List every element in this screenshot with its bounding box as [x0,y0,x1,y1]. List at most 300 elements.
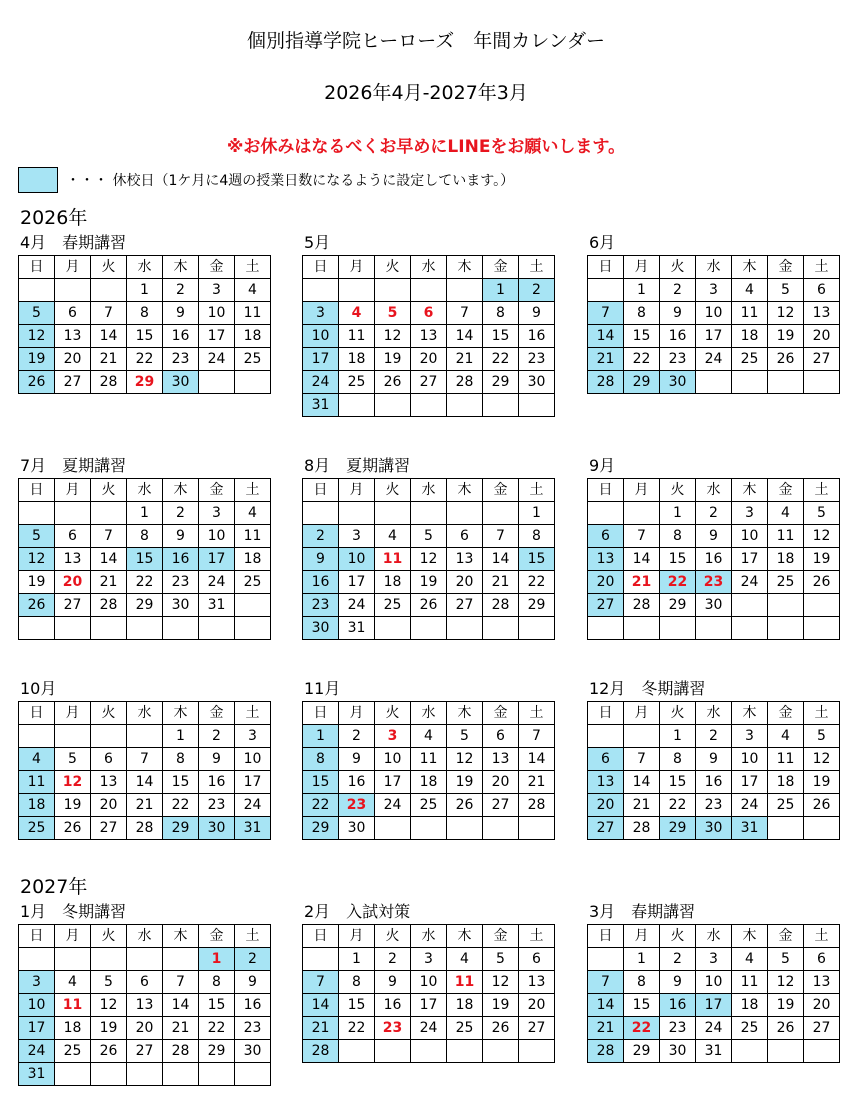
weekday-header: 月 [55,479,91,502]
week-row [588,302,840,325]
weekday-header: 水 [411,925,447,948]
day-cell: 8 [624,971,660,994]
day-cell: 4 [768,725,804,748]
month-table [587,701,840,840]
day-cell: 22 [303,794,339,817]
week-row [588,771,840,794]
month-label: 10月 [20,679,57,698]
weekday-header: 土 [804,925,840,948]
day-cell: 20 [55,571,91,594]
day-cell: 21 [519,771,555,794]
day-cell: 7 [519,725,555,748]
day-cell: 8 [483,302,519,325]
day-cell: 30 [199,817,235,840]
day-cell: 18 [447,994,483,1017]
empty-cell [235,371,271,394]
week-row [19,817,271,840]
day-cell: 20 [804,994,840,1017]
day-cell: 4 [732,948,768,971]
empty-cell [55,725,91,748]
empty-cell [91,279,127,302]
day-cell: 14 [163,994,199,1017]
day-cell: 27 [55,594,91,617]
month-label: 5月 [304,233,331,252]
week-row [588,325,840,348]
empty-cell [447,279,483,302]
day-cell: 3 [732,502,768,525]
empty-cell [411,1040,447,1063]
day-cell: 15 [519,548,555,571]
month-label: 1月 冬期講習 [20,902,127,921]
weekday-header-row [303,479,555,502]
empty-cell [19,948,55,971]
weekday-header: 月 [339,479,375,502]
empty-cell [483,817,519,840]
day-cell: 17 [732,771,768,794]
day-cell: 22 [163,794,199,817]
day-cell: 10 [199,302,235,325]
day-cell: 28 [163,1040,199,1063]
day-cell: 2 [235,948,271,971]
day-cell: 16 [199,771,235,794]
day-cell: 21 [624,571,660,594]
week-row [19,279,271,302]
day-cell: 15 [483,325,519,348]
day-cell: 26 [768,1017,804,1040]
empty-cell [19,725,55,748]
day-cell: 3 [199,279,235,302]
day-cell: 19 [804,548,840,571]
day-cell: 8 [303,748,339,771]
day-cell: 13 [91,771,127,794]
week-row [303,325,555,348]
weekday-header: 日 [588,702,624,725]
day-cell: 5 [91,971,127,994]
day-cell: 5 [483,948,519,971]
weekday-header: 日 [588,479,624,502]
day-cell: 21 [624,794,660,817]
day-cell: 9 [235,971,271,994]
day-cell: 29 [127,594,163,617]
empty-cell [375,394,411,417]
day-cell: 18 [235,548,271,571]
day-cell: 12 [483,971,519,994]
day-cell: 27 [588,594,624,617]
day-cell: 13 [804,971,840,994]
day-cell: 20 [447,571,483,594]
empty-cell [339,394,375,417]
weekday-header: 火 [375,925,411,948]
day-cell: 11 [19,771,55,794]
week-row [303,994,555,1017]
weekday-header: 土 [235,256,271,279]
day-cell: 5 [804,502,840,525]
day-cell: 10 [696,971,732,994]
day-cell: 26 [19,371,55,394]
empty-cell [768,594,804,617]
weekday-header: 日 [19,479,55,502]
day-cell: 8 [163,748,199,771]
weekday-header-row [303,925,555,948]
month-table [587,924,840,1063]
empty-cell [411,502,447,525]
weekday-header: 金 [199,256,235,279]
weekday-header: 土 [519,702,555,725]
week-row [19,548,271,571]
week-row [303,771,555,794]
day-cell: 9 [660,302,696,325]
empty-cell [411,279,447,302]
week-row [303,1040,555,1063]
empty-cell [19,502,55,525]
day-cell: 14 [624,771,660,794]
day-cell: 2 [660,279,696,302]
weekday-header: 金 [483,925,519,948]
empty-cell [804,617,840,640]
day-cell: 17 [375,771,411,794]
empty-cell [55,502,91,525]
day-cell: 25 [55,1040,91,1063]
day-cell: 21 [447,348,483,371]
day-cell: 31 [696,1040,732,1063]
weekday-header: 木 [732,256,768,279]
day-cell: 10 [696,302,732,325]
day-cell: 19 [804,771,840,794]
empty-cell [375,502,411,525]
day-cell: 6 [588,525,624,548]
day-cell: 23 [375,1017,411,1040]
day-cell: 10 [732,525,768,548]
weekday-header: 金 [199,479,235,502]
day-cell: 21 [163,1017,199,1040]
weekday-header: 月 [55,925,91,948]
day-cell: 12 [804,525,840,548]
empty-cell [55,1063,91,1086]
day-cell: 8 [339,971,375,994]
day-cell: 8 [624,302,660,325]
week-row [19,748,271,771]
week-row [588,948,840,971]
week-row [19,302,271,325]
day-cell: 6 [588,748,624,771]
day-cell: 28 [519,794,555,817]
day-cell: 7 [483,525,519,548]
day-cell: 27 [804,1017,840,1040]
empty-cell [163,617,199,640]
empty-cell [199,1063,235,1086]
day-cell: 5 [55,748,91,771]
weekday-header: 月 [624,702,660,725]
day-cell: 4 [55,971,91,994]
calendar-title: 個別指導学院ヒーローズ 年間カレンダー [246,30,606,52]
day-cell: 4 [768,502,804,525]
day-cell: 13 [55,325,91,348]
weekday-header: 金 [199,925,235,948]
week-row [19,948,271,971]
day-cell: 22 [519,571,555,594]
day-cell: 16 [696,548,732,571]
day-cell: 27 [411,371,447,394]
day-cell: 22 [660,571,696,594]
week-row [19,594,271,617]
day-cell: 15 [163,771,199,794]
day-cell: 17 [696,325,732,348]
day-cell: 19 [19,571,55,594]
day-cell: 23 [696,571,732,594]
week-row [19,994,271,1017]
day-cell: 10 [411,971,447,994]
week-row [303,948,555,971]
week-row [588,617,840,640]
weekday-header-row [19,925,271,948]
weekday-header: 火 [375,702,411,725]
weekday-header: 日 [588,925,624,948]
day-cell: 15 [624,994,660,1017]
empty-cell [519,617,555,640]
weekday-header: 金 [768,256,804,279]
weekday-header: 木 [732,702,768,725]
empty-cell [339,279,375,302]
empty-cell [732,617,768,640]
weekday-header-row [19,256,271,279]
day-cell: 12 [768,971,804,994]
empty-cell [483,394,519,417]
day-cell: 24 [235,794,271,817]
day-cell: 7 [447,302,483,325]
day-cell: 6 [483,725,519,748]
day-cell: 19 [91,1017,127,1040]
day-cell: 30 [235,1040,271,1063]
weekday-header: 月 [624,256,660,279]
day-cell: 4 [235,279,271,302]
empty-cell [804,371,840,394]
empty-cell [91,948,127,971]
day-cell: 16 [660,994,696,1017]
day-cell: 7 [588,302,624,325]
day-cell: 29 [483,371,519,394]
day-cell: 27 [447,594,483,617]
day-cell: 4 [447,948,483,971]
day-cell: 26 [55,817,91,840]
day-cell: 5 [375,302,411,325]
weekday-header: 木 [163,479,199,502]
day-cell: 29 [163,817,199,840]
week-row [588,1017,840,1040]
weekday-header-row [588,702,840,725]
day-cell: 16 [696,771,732,794]
day-cell: 30 [519,371,555,394]
day-cell: 28 [127,817,163,840]
empty-cell [163,1063,199,1086]
week-row [588,1040,840,1063]
week-row [19,1063,271,1086]
day-cell: 10 [235,748,271,771]
day-cell: 16 [519,325,555,348]
week-row [588,725,840,748]
day-cell: 10 [199,525,235,548]
day-cell: 19 [375,348,411,371]
empty-cell [768,1040,804,1063]
empty-cell [447,617,483,640]
day-cell: 21 [483,571,519,594]
day-cell: 20 [127,1017,163,1040]
week-row [588,548,840,571]
day-cell: 14 [127,771,163,794]
empty-cell [303,502,339,525]
weekday-header: 火 [660,925,696,948]
weekday-header: 月 [55,256,91,279]
day-cell: 9 [303,548,339,571]
weekday-header-row [303,702,555,725]
month-table [587,478,840,640]
empty-cell [375,1040,411,1063]
day-cell: 9 [375,971,411,994]
weekday-header: 土 [235,479,271,502]
month-label: 4月 春期講習 [20,233,127,252]
day-cell: 11 [768,525,804,548]
day-cell: 21 [303,1017,339,1040]
empty-cell [91,502,127,525]
day-cell: 21 [588,1017,624,1040]
day-cell: 28 [624,594,660,617]
day-cell: 9 [339,748,375,771]
week-row [303,548,555,571]
day-cell: 22 [127,348,163,371]
day-cell: 18 [411,771,447,794]
day-cell: 9 [199,748,235,771]
week-row [303,279,555,302]
day-cell: 15 [127,548,163,571]
day-cell: 4 [339,302,375,325]
day-cell: 18 [19,794,55,817]
day-cell: 4 [732,279,768,302]
week-row [303,794,555,817]
week-row [588,571,840,594]
day-cell: 17 [199,548,235,571]
empty-cell [19,617,55,640]
empty-cell [199,617,235,640]
day-cell: 28 [588,1040,624,1063]
day-cell: 20 [91,794,127,817]
day-cell: 8 [199,971,235,994]
day-cell: 8 [127,302,163,325]
day-cell: 12 [375,325,411,348]
day-cell: 29 [660,817,696,840]
empty-cell [447,1040,483,1063]
day-cell: 2 [375,948,411,971]
month-label: 2月 入試対策 [304,902,411,921]
empty-cell [768,817,804,840]
day-cell: 4 [235,502,271,525]
day-cell: 23 [163,348,199,371]
weekday-header: 日 [19,925,55,948]
day-cell: 3 [411,948,447,971]
day-cell: 14 [588,325,624,348]
month-table [18,701,271,840]
calendar-period: 2026年4月-2027年3月 [324,82,528,104]
day-cell: 23 [199,794,235,817]
day-cell: 9 [696,748,732,771]
day-cell: 29 [127,371,163,394]
week-row [588,525,840,548]
day-cell: 25 [732,1017,768,1040]
empty-cell [519,1040,555,1063]
day-cell: 1 [483,279,519,302]
day-cell: 22 [199,1017,235,1040]
weekday-header: 土 [804,479,840,502]
empty-cell [519,394,555,417]
day-cell: 27 [588,817,624,840]
empty-cell [696,371,732,394]
weekday-header: 月 [55,702,91,725]
day-cell: 11 [55,994,91,1017]
day-cell: 25 [732,348,768,371]
weekday-header: 土 [804,702,840,725]
weekday-header: 木 [163,256,199,279]
day-cell: 16 [339,771,375,794]
empty-cell [732,371,768,394]
day-cell: 9 [519,302,555,325]
empty-cell [588,948,624,971]
weekday-header: 火 [91,479,127,502]
day-cell: 19 [19,348,55,371]
weekday-header: 火 [660,256,696,279]
day-cell: 18 [768,771,804,794]
day-cell: 7 [91,525,127,548]
day-cell: 18 [768,548,804,571]
month-label: 3月 春期講習 [589,902,696,921]
day-cell: 17 [339,571,375,594]
month-label: 12月 冬期講習 [589,679,706,698]
month-label: 9月 [589,456,616,475]
day-cell: 11 [768,748,804,771]
day-cell: 2 [696,725,732,748]
day-cell: 23 [339,794,375,817]
day-cell: 3 [235,725,271,748]
day-cell: 29 [624,371,660,394]
day-cell: 30 [303,617,339,640]
empty-cell [127,617,163,640]
day-cell: 31 [19,1063,55,1086]
day-cell: 14 [447,325,483,348]
day-cell: 28 [588,371,624,394]
week-row [303,348,555,371]
week-row [303,748,555,771]
day-cell: 13 [411,325,447,348]
empty-cell [127,948,163,971]
day-cell: 13 [519,971,555,994]
weekday-header: 水 [696,702,732,725]
day-cell: 7 [624,525,660,548]
empty-cell [624,502,660,525]
day-cell: 11 [732,302,768,325]
empty-cell [588,279,624,302]
day-cell: 15 [660,548,696,571]
day-cell: 26 [375,371,411,394]
empty-cell [483,502,519,525]
day-cell: 17 [696,994,732,1017]
empty-cell [55,948,91,971]
weekday-header: 土 [804,256,840,279]
day-cell: 19 [55,794,91,817]
empty-cell [303,279,339,302]
empty-cell [163,948,199,971]
day-cell: 8 [519,525,555,548]
week-row [19,325,271,348]
day-cell: 13 [447,548,483,571]
weekday-header: 木 [447,256,483,279]
weekday-header-row [588,479,840,502]
